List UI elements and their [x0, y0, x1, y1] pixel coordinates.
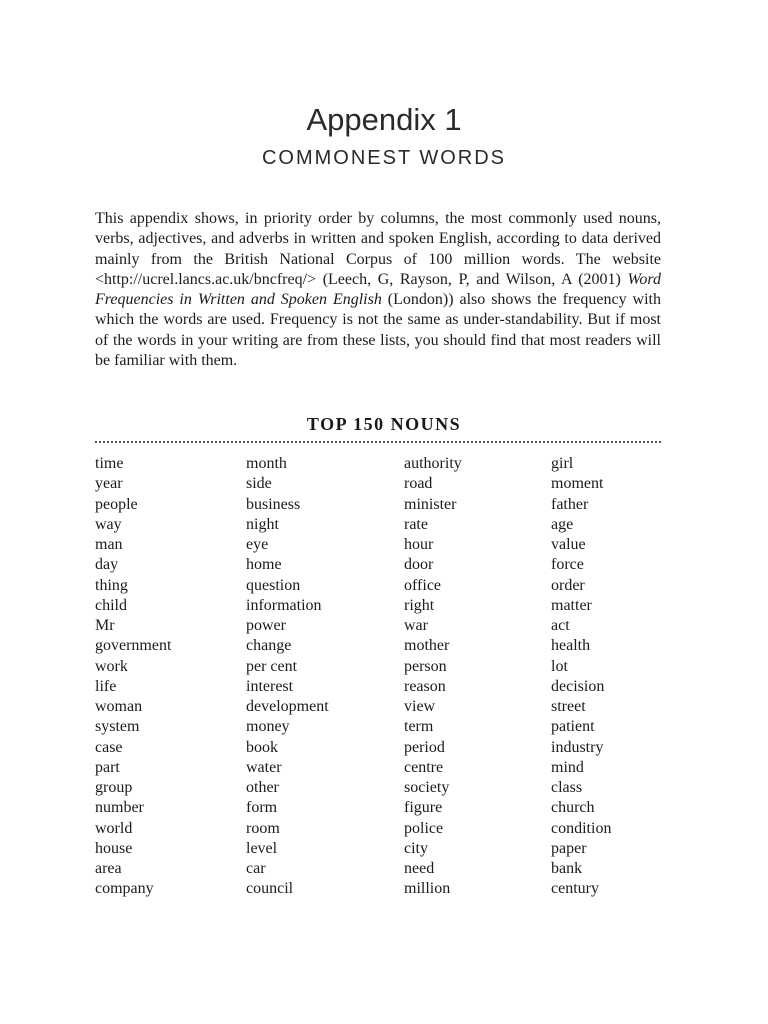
noun-item: term: [404, 718, 434, 736]
noun-item: company: [95, 880, 154, 898]
noun-item: hour: [404, 536, 434, 553]
noun-item: development: [246, 698, 329, 715]
noun-item: age: [551, 515, 574, 533]
noun-item: book: [246, 738, 278, 756]
noun-item: house: [95, 839, 133, 857]
noun-item: work: [95, 657, 128, 675]
noun-item: case: [95, 738, 123, 756]
noun-item: time: [95, 455, 124, 472]
noun-item: reason: [404, 677, 446, 695]
noun-item: order: [551, 576, 585, 594]
noun-item: area: [95, 860, 122, 877]
page-subtitle: COMMONEST WORDS: [261, 147, 507, 169]
noun-item: street: [551, 698, 586, 715]
noun-item: act: [551, 617, 570, 634]
noun-item: change: [246, 637, 292, 655]
noun-item: woman: [95, 698, 143, 715]
intro-text-end: (London)) also shows the frequency with which the words are used. Frequency is not the same as under-standability. But if most of the words in your writing are from these lists, you should find that most readers will be familiar with them.: [95, 291, 661, 370]
noun-item: year: [95, 475, 123, 493]
intro-text-start: This appendix shows, in priority order by columns, the most commonly used nouns, verbs, adjectives, and adverbs in written and spoken English, according to data derived mainly from the British National Corpus of 100 million words. The website <http://ucrel.lancs.ac.uk/bncfreq/> (Leech, G, Rayson, P, and Wilson, A (2001): [95, 210, 661, 288]
noun-item: man: [95, 536, 123, 553]
word-column-4: [551, 454, 611, 900]
noun-item: form: [246, 799, 278, 817]
noun-item: rate: [404, 515, 428, 533]
page-title: Appendix 1: [306, 102, 462, 137]
noun-item: room: [246, 819, 280, 837]
noun-item: child: [95, 596, 127, 614]
intro-paragraph: [95, 209, 661, 371]
word-column-1: [95, 454, 171, 900]
noun-item: other: [246, 779, 279, 796]
noun-item: force: [551, 556, 584, 574]
noun-item: number: [95, 799, 144, 817]
noun-item: view: [404, 698, 436, 715]
noun-item: water: [246, 758, 282, 776]
noun-item: money: [246, 718, 290, 736]
noun-item: Mr: [95, 617, 115, 634]
noun-item: group: [95, 779, 133, 796]
noun-item: interest: [246, 677, 294, 695]
noun-item: authority: [404, 455, 462, 472]
noun-item: mother: [404, 637, 450, 655]
noun-item: council: [246, 880, 294, 898]
intro-book-title: Word Frequencies in Written and Spoken English: [95, 270, 661, 309]
noun-item: per cent: [246, 657, 298, 675]
noun-item: decision: [551, 677, 605, 695]
noun-item: police: [404, 819, 444, 837]
noun-item: paper: [551, 839, 587, 857]
noun-item: period: [404, 738, 445, 756]
noun-item: century: [551, 880, 599, 898]
noun-item: moment: [551, 475, 604, 493]
noun-item: world: [95, 819, 133, 837]
noun-item: eye: [246, 536, 269, 553]
noun-item: condition: [551, 819, 612, 837]
noun-item: need: [404, 860, 435, 877]
dotted-rule: [95, 441, 661, 443]
noun-item: right: [404, 596, 435, 614]
noun-item: home: [246, 556, 282, 574]
noun-item: door: [404, 556, 434, 574]
noun-item: million: [404, 880, 451, 898]
noun-item: thing: [95, 576, 128, 594]
word-columns: [95, 454, 661, 904]
noun-item: city: [404, 839, 428, 857]
noun-item: industry: [551, 738, 604, 756]
noun-item: side: [246, 475, 272, 493]
noun-item: minister: [404, 495, 457, 513]
noun-item: people: [95, 495, 138, 513]
noun-item: night: [246, 515, 279, 533]
noun-item: figure: [404, 799, 443, 817]
noun-item: centre: [404, 758, 444, 776]
noun-item: church: [551, 799, 595, 817]
noun-item: bank: [551, 860, 583, 877]
noun-item: patient: [551, 718, 595, 736]
noun-item: information: [246, 596, 322, 614]
noun-item: matter: [551, 596, 592, 614]
noun-item: class: [551, 779, 583, 796]
noun-item: health: [551, 637, 591, 655]
noun-item: question: [246, 576, 301, 594]
noun-item: month: [246, 455, 287, 472]
noun-item: person: [404, 657, 447, 675]
word-column-2: [246, 454, 329, 900]
noun-item: mind: [551, 758, 584, 776]
noun-item: system: [95, 718, 140, 736]
noun-item: level: [246, 839, 278, 857]
section-heading: TOP 150 NOUNS: [306, 414, 462, 434]
noun-item: life: [95, 677, 117, 695]
noun-item: lot: [551, 657, 568, 675]
noun-item: way: [95, 515, 122, 533]
noun-item: father: [551, 495, 589, 513]
noun-item: office: [404, 576, 442, 594]
noun-item: value: [551, 536, 586, 553]
noun-item: power: [246, 617, 286, 634]
noun-item: road: [404, 475, 433, 493]
noun-item: society: [404, 779, 450, 796]
noun-item: government: [95, 637, 172, 655]
word-column-3: [404, 454, 462, 900]
noun-item: part: [95, 758, 120, 776]
noun-item: day: [95, 556, 119, 574]
noun-item: war: [404, 617, 428, 634]
noun-item: girl: [551, 455, 574, 472]
noun-item: car: [246, 860, 266, 877]
noun-item: business: [246, 495, 301, 513]
